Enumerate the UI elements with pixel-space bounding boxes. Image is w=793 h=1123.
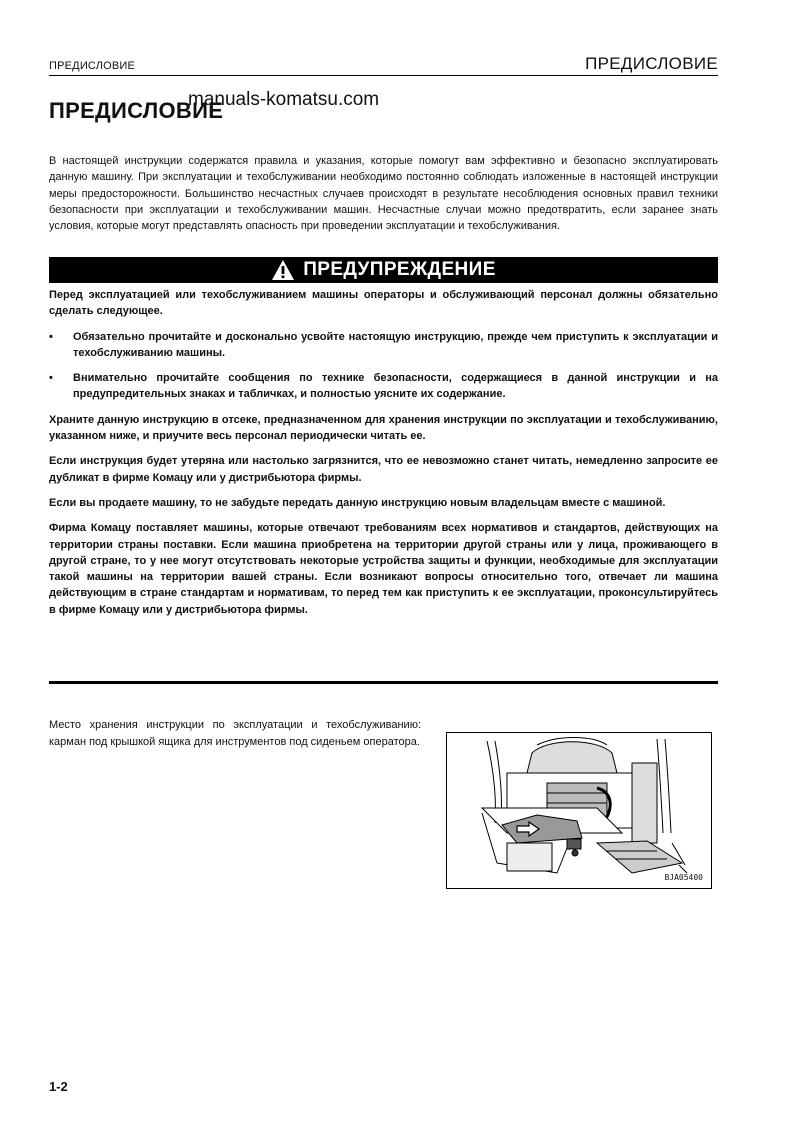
operator-seat-toolbox-illustration xyxy=(447,733,711,888)
warning-banner xyxy=(49,257,718,283)
warning-paragraph: Фирма Комацу поставляет машины, которые отвечают требованиям всех нормативов и стандартов, действующих на территории страны поставки. Если машина приобретена на территории другой страны или у лица, проживающего в другой стране, то у нее могут отсутствовать некоторые устройства защиты и функции, необходимые для эксплуатации такой машины на территории вашей страны. Если возникают вопросы относительно того, отвечает ли машина действующим в стране стандартам и нормативам, то перед тем как приступить к ее эксплуатации, проконсультируйтесь в фирме Комацу или у дистрибьютора фирмы. xyxy=(49,522,718,616)
page-title: ПРЕДИСЛОВИЕ xyxy=(49,98,224,123)
list-item xyxy=(49,329,718,362)
warning-paragraph: Храните данную инструкцию в отсеке, предназначенном для хранения инструкции по эксплуатации и техобслуживанию, указанном ниже, и приучите весь персонал периодически читать ее. xyxy=(49,413,718,443)
figure-code: BJA05400 xyxy=(664,873,703,882)
storage-location-figure xyxy=(446,732,712,889)
page-number: 1-2 xyxy=(49,1079,68,1094)
bullet-icon: • xyxy=(49,372,53,385)
header-section-label: ПРЕДИСЛОВИЕ xyxy=(49,60,136,72)
bullet-icon: • xyxy=(49,330,53,343)
watermark: manuals-komatsu.com xyxy=(188,89,380,110)
list-item-text: Обязательно прочитайте и досконально усвойте настоящую инструкцию, прежде чем приступить к эксплуатации и техобслуживанию машины. xyxy=(73,330,718,359)
warning-paragraph: Если вы продаете машину, то не забудьте передать данную инструкцию новым владельцам вместе с машиной. xyxy=(49,496,666,509)
warning-end-rule xyxy=(49,681,718,684)
intro-paragraph: В настоящей инструкции содержатся правила и указания, которые помогут вам эффективно и безопасно эксплуатировать данную машину. При эксплуатации и техобслуживании необходимо постоянно соблюдать изложенные в настоящей инструкции меры предосторожности. Большинство несчастных случаев происходят в результате несоблюдения основных правил техники безопасности при эксплуатации и техобслуживании машин. Несчастные случаи можно предотвратить, если заранее знать условия, которые могут представлять опасность при проведении эксплуатации и техобслуживания. xyxy=(49,155,718,233)
storage-note: Место хранения инструкции по эксплуатации и техобслуживанию: карман под крышкой ящика для инструментов под сиденьем оператора. xyxy=(49,719,421,748)
header-rule xyxy=(49,75,718,76)
warning-lead: Перед эксплуатацией или техобслуживанием машины операторы и обслуживающий персонал должны обязательно сделать следующее. xyxy=(49,289,718,318)
list-item xyxy=(49,370,718,403)
warning-triangle-icon xyxy=(271,259,295,281)
header-chapter-label: ПРЕДИСЛОВИЕ xyxy=(585,54,718,73)
list-item-text: Внимательно прочитайте сообщения по технике безопасности, содержащиеся в данной инструкции и на предупредительных знаках и табличках, и полностью уясните их содержание. xyxy=(73,372,718,401)
warning-body xyxy=(49,287,718,627)
warning-paragraph: Если инструкция будет утеряна или настолько загрязнится, что ее невозможно станет читать, немедленно запросите ее дубликат в фирме Комацу или у дистрибьютора фирмы. xyxy=(49,455,718,484)
warning-label: ПРЕДУПРЕЖДЕНИЕ xyxy=(303,259,496,280)
